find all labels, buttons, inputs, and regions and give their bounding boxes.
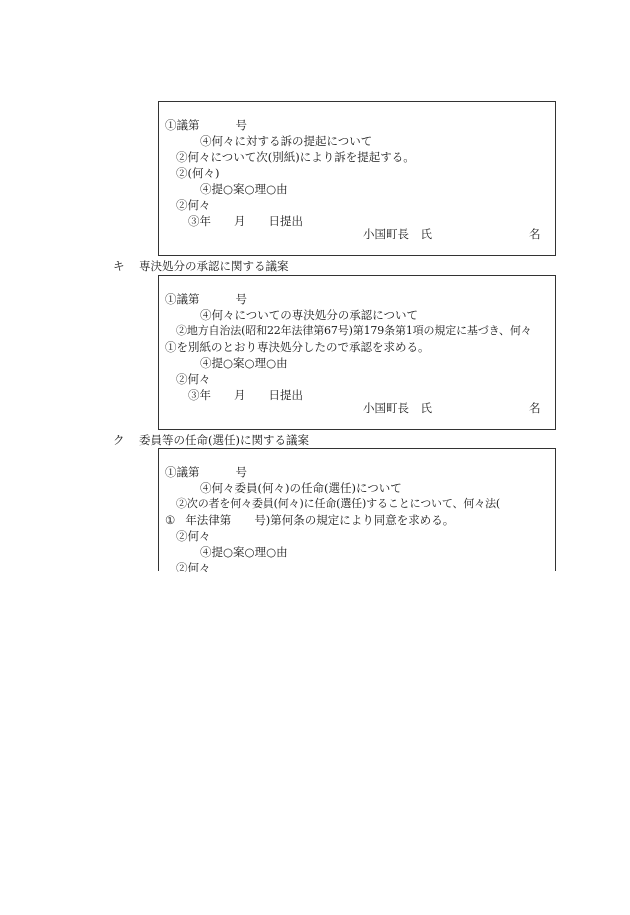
submission-date xyxy=(188,387,303,403)
bill-body: ②地方自治法(昭和22年法律第67号)第179条第1項の規定に基づき、何々 xyxy=(176,324,532,337)
bill-suffix: 号 xyxy=(235,465,247,479)
reason-text: ②何々 xyxy=(176,198,211,212)
reason-heading: ④提○案○理○由 xyxy=(200,356,288,370)
proposal-template-lawsuit xyxy=(158,101,556,256)
bill-title: ④何々委員(何々)の任命(選任)について xyxy=(200,481,402,495)
bill-title: ④何々についての専決処分の承認について xyxy=(200,308,419,322)
bill-body-cont xyxy=(165,512,454,528)
bill-prefix: ①議第 xyxy=(165,465,200,479)
bill-attachment: ②(何々) xyxy=(176,166,220,180)
bill-body: ②何々について次(別紙)により訴を提起する。 xyxy=(176,150,415,164)
section-title: 専決処分の承認に関する議案 xyxy=(139,259,289,273)
section-heading-ku xyxy=(113,432,309,448)
line-marker: ① xyxy=(165,513,176,527)
signature-mayor: 小国町長 氏 xyxy=(363,227,432,241)
bill-prefix: ①議第 xyxy=(165,292,200,306)
bill-body: ②次の者を何々委員(何々)に任命(選任)することについて、何々法( xyxy=(176,497,501,510)
date-year: ③年 xyxy=(188,388,211,402)
reason-heading: ④提○案○理○由 xyxy=(200,182,288,196)
date-day: 日提出 xyxy=(268,214,303,228)
date-day: 日提出 xyxy=(268,388,303,402)
date-year: ③年 xyxy=(188,214,211,228)
bill-suffix: 号 xyxy=(235,292,247,306)
section-mark: キ xyxy=(113,259,125,273)
bill-number-line xyxy=(165,117,247,133)
date-month: 月 xyxy=(234,214,246,228)
proposal-template-appointment xyxy=(158,448,556,571)
signature-name: 名 xyxy=(529,227,541,241)
signature-mayor: 小国町長 氏 xyxy=(363,401,432,415)
signature-name: 名 xyxy=(529,401,541,415)
section-heading-ki xyxy=(113,258,289,274)
submission-date xyxy=(188,213,303,229)
reason-text: ②何々 xyxy=(176,561,211,572)
nominee-line: ②何々 xyxy=(176,529,211,543)
section-mark: ク xyxy=(113,433,125,447)
reason-text: ②何々 xyxy=(176,372,211,386)
bill-body-cont: ①を別紙のとおり専決処分したので承認を求める。 xyxy=(165,340,430,354)
bill-title: ④何々に対する訴の提起について xyxy=(200,134,373,148)
law-year: 年法律第 xyxy=(185,513,232,527)
reason-heading: ④提○案○理○由 xyxy=(200,545,288,559)
bill-number-line xyxy=(165,291,247,307)
date-month: 月 xyxy=(234,388,246,402)
proposal-template-approval xyxy=(158,275,556,430)
section-title: 委員等の任命(選任)に関する議案 xyxy=(139,433,309,447)
bill-suffix: 号 xyxy=(235,118,247,132)
bill-number-line xyxy=(165,464,247,480)
law-article: 号)第何条の規定により同意を求める。 xyxy=(254,513,455,527)
bill-prefix: ①議第 xyxy=(165,118,200,132)
